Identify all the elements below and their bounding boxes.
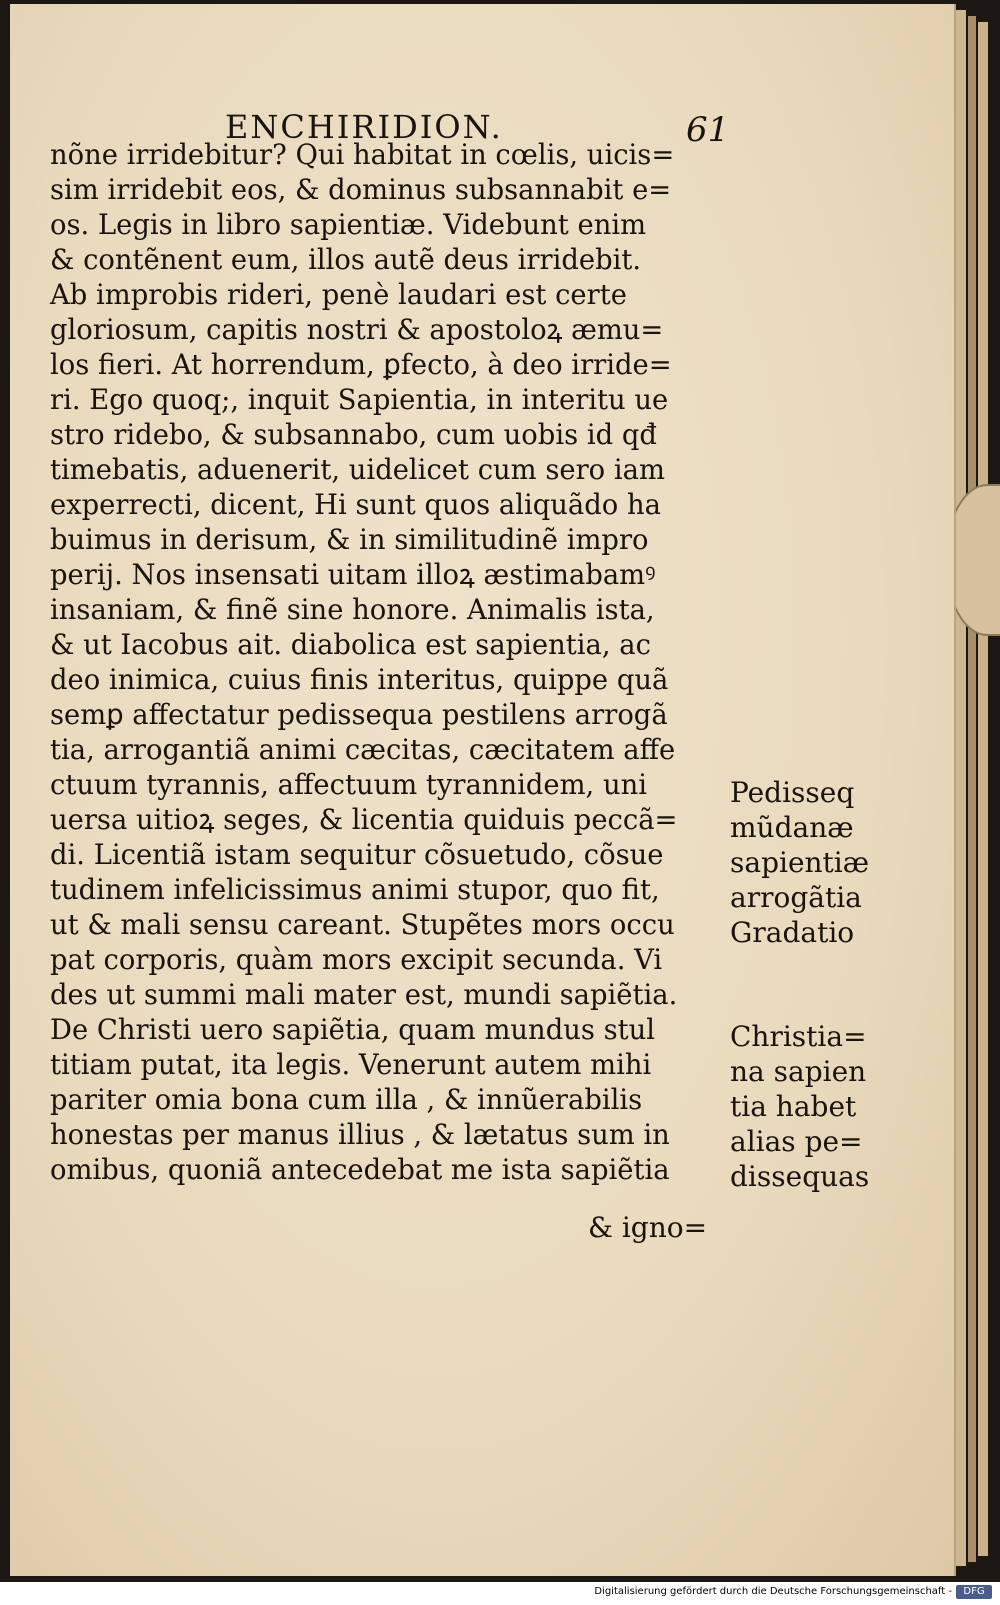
text-line: ri. Ego quoq;, inquit Sapientia, in interitu ue — [50, 383, 669, 416]
margin-note-line: Gradatio — [730, 916, 855, 949]
margin-note-line: arrogãtia — [730, 881, 862, 914]
text-line: tia, arrogantiã animi cæcitas, cæcitatem affe — [50, 733, 676, 766]
text-line: los fieri. At horrendum, ꝑfecto, à deo irride= — [50, 348, 672, 381]
text-line: stro ridebo, & subsannabo, cum uobis id qđ — [50, 418, 657, 451]
text-line: di. Licentiã istam sequitur cõsuetudo, cõsue — [50, 838, 664, 871]
text-line: perij. Nos insensati uitam illoꝝ æstimabamꝰ — [50, 558, 656, 591]
text-line: buimus in derisum, & in similitudinẽ impro — [50, 523, 649, 556]
page-edge — [978, 22, 988, 1556]
footer-credit: Digitalisierung gefördert durch die Deutsche Forschungsgemeinschaft - — [594, 1586, 952, 1597]
margin-note-line: mũdanæ — [730, 811, 854, 844]
text-line: sim irridebit eos, & dominus subsannabit e= — [50, 173, 672, 206]
margin-note-line: sapientiæ — [730, 846, 870, 879]
text-line: insaniam, & finẽ sine honore. Animalis ista, — [50, 593, 655, 626]
text-line: ut & mali sensu careant. Stupẽtes mors occu — [50, 908, 675, 941]
running-head: ENCHIRIDION. — [225, 108, 503, 146]
text-line: pat corporis, quàm mors excipit secunda. Vi — [50, 943, 663, 976]
text-line: timebatis, aduenerit, uidelicet cum sero iam — [50, 453, 665, 486]
text-line: & contẽnent eum, illos autẽ deus irridebit. — [50, 243, 642, 276]
text-line: nõne irridebitur? Qui habitat in cœlis, uicis= — [50, 138, 675, 171]
book-page — [10, 4, 956, 1576]
text-line: experrecti, dicent, Hi sunt quos aliquãdo ha — [50, 488, 661, 521]
text-line: os. Legis in libro sapientiæ. Videbunt enim — [50, 208, 647, 241]
page-edge — [968, 16, 976, 1562]
margin-note-line: dissequas — [730, 1160, 870, 1193]
margin-note-line: Christia= — [730, 1020, 867, 1053]
text-line: gloriosum, capitis nostri & apostoloꝝ æmu= — [50, 313, 664, 346]
margin-note-line: Pedisseq — [730, 776, 855, 809]
text-line: titiam putat, ita legis. Venerunt autem mihi — [50, 1048, 652, 1081]
text-line: des ut summi mali mater est, mundi sapiẽtia. — [50, 978, 678, 1011]
text-line: deo inimica, cuius finis interitus, quippe quã — [50, 663, 669, 696]
page-edge — [956, 10, 966, 1566]
catchword: & igno= — [588, 1211, 708, 1244]
text-line: ctuum tyrannis, affectuum tyrannidem, uni — [50, 768, 647, 801]
text-line: Ab improbis rideri, penè laudari est certe — [50, 278, 627, 311]
text-line: De Christi uero sapiẽtia, quam mundus stul — [50, 1013, 656, 1046]
margin-note-line: alias pe= — [730, 1125, 863, 1158]
text-line: uersa uitioꝝ seges, & licentia quiduis peccã= — [50, 803, 678, 836]
text-line: omibus, quoniã antecedebat me ista sapiẽtia — [50, 1153, 670, 1186]
margin-note-line: tia habet — [730, 1090, 857, 1123]
text-line: semꝑ affectatur pedissequa pestilens arrogã — [50, 698, 668, 731]
dfg-logo: DFG — [956, 1585, 992, 1599]
margin-note-line: na sapien — [730, 1055, 867, 1088]
page-number: 61 — [686, 110, 730, 150]
digitization-footer — [0, 1582, 1000, 1605]
text-line: pariter omia bona cum illa , & innũerabilis — [50, 1083, 643, 1116]
text-line: honestas per manus illius , & lætatus sum in — [50, 1118, 670, 1151]
text-line: & ut Iacobus ait. diabolica est sapientia, ac — [50, 628, 651, 661]
text-line: tudinem infelicissimus animi stupor, quo fit, — [50, 873, 660, 906]
